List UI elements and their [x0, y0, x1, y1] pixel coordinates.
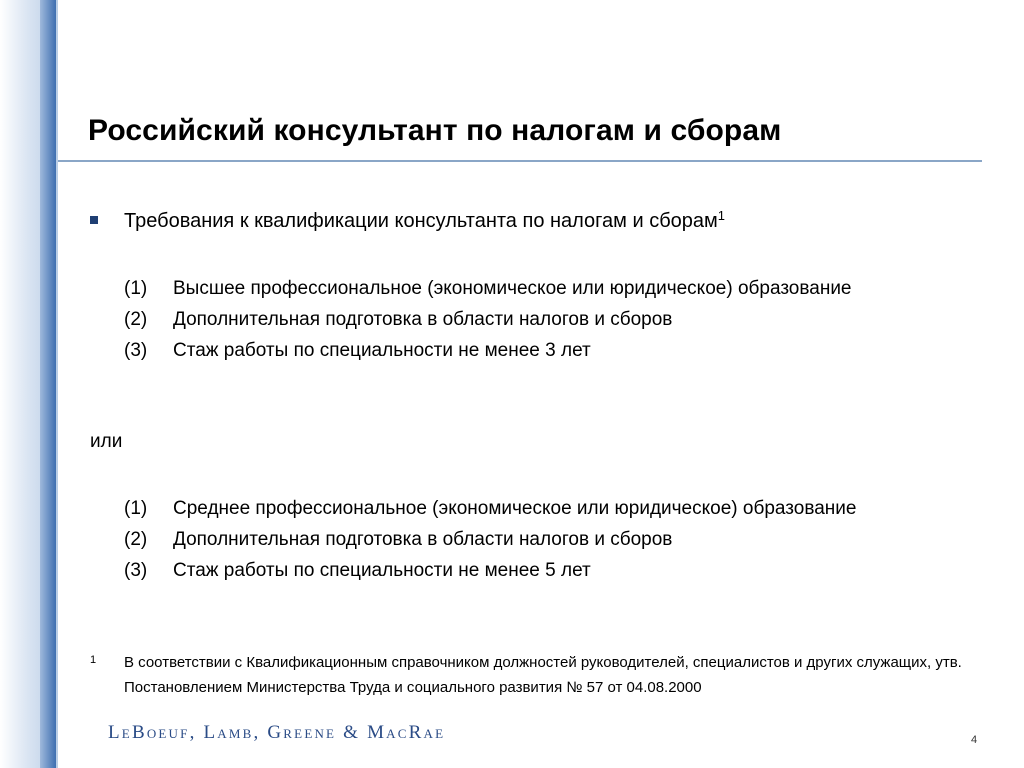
- item-number: (3): [124, 560, 148, 581]
- list-item: [124, 493, 873, 524]
- square-bullet-icon: [90, 216, 98, 224]
- footnote-reference: 1: [717, 208, 726, 223]
- slide-title: Российский консультант по налогам и сборам: [88, 114, 782, 147]
- footnote: [90, 650, 984, 700]
- bullet-text: [124, 208, 725, 233]
- page-number: 4: [971, 734, 978, 746]
- bullet-label: Требования к квалификации консультанта по налогам и сборам: [124, 210, 718, 232]
- item-number: (1): [124, 498, 148, 519]
- requirements-list-b: [124, 493, 873, 586]
- requirements-list-a: [124, 273, 873, 366]
- item-text: Стаж работы по специальности не менее 3 лет: [173, 340, 591, 361]
- sidebar-decoration: [0, 0, 58, 768]
- item-text: Дополнительная подготовка в области налогов и сборов: [173, 529, 673, 550]
- item-number: (1): [124, 278, 148, 299]
- title-underline: [58, 160, 982, 162]
- sidebar-stripe: [40, 0, 56, 768]
- footnote-mark: 1: [90, 654, 97, 666]
- item-number: (2): [124, 309, 148, 330]
- or-separator: или: [90, 431, 123, 452]
- list-item: [124, 335, 873, 366]
- item-text: Стаж работы по специальности не менее 5 лет: [173, 560, 591, 581]
- list-item: [124, 524, 873, 555]
- item-number: (3): [124, 340, 148, 361]
- company-logo: LeBoeuf, Lamb, Greene & MacRae: [108, 722, 446, 743]
- list-item: [124, 273, 873, 304]
- item-text: Среднее профессиональное (экономическое или юридическое) образование: [173, 498, 857, 519]
- item-text: Высшее профессиональное (экономическое или юридическое) образование: [173, 278, 852, 299]
- footnote-text: В соответствии с Квалификационным справочником должностей руководителей, специалистов и других служащих, утв. Постановлением Министерства Труда и социального развития № 57 от 04.08.2000: [124, 654, 962, 696]
- item-number: (2): [124, 529, 148, 550]
- list-item: [124, 555, 873, 586]
- item-text: Дополнительная подготовка в области налогов и сборов: [173, 309, 673, 330]
- list-item: [124, 304, 873, 335]
